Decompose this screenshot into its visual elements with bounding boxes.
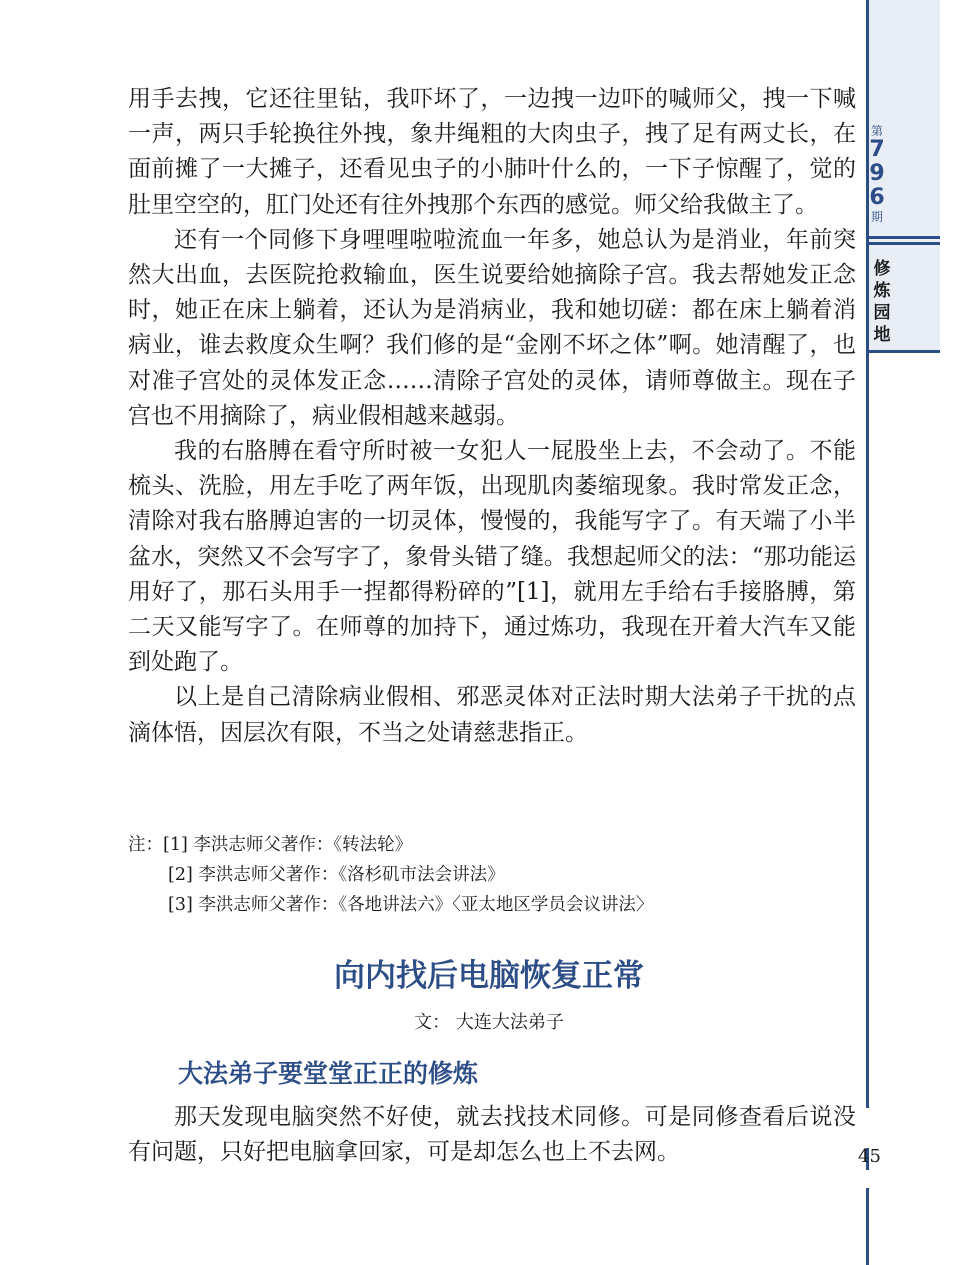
paragraph: 用手去拽，它还往里钻，我吓坏了，一边拽一边吓的喊师父，拽一下喊一声，两只手轮换往外拽，象井绳粗的大肉虫子，拽了足有两丈长，在面前摊了一大摊子，还看见虫子的小肺叶什么的，一下子惊醒了，觉的肚里空空的，肛门处还有往外拽那个东西的感觉。师父给我做主了。 <box>128 86 856 218</box>
side-margin <box>866 0 978 1265</box>
paragraph: 还有一个同修下身哩哩啦啦流血一年多，她总认为是消业，年前突然大出血，去医院抢救输血，医生说要给她摘除子宫。我去帮她发正念时，她正在床上躺着，还认为是消病业，我和她切磋：都在床上躺着消病业，谁去救度众生啊？我们修的是“金刚不坏之体”啊。她清醒了，也对准子宫处的灵体发正念……清除子宫处的灵体，请师尊做主。现在子宫也不用摘除了，病业假相越来越弱。 <box>128 226 856 429</box>
divider <box>866 242 940 245</box>
margin-rule-gap <box>866 1108 870 1148</box>
issue-digit: 9 <box>869 161 885 186</box>
margin-rule-gap <box>866 1170 870 1188</box>
article-body <box>128 82 856 751</box>
issue-prefix: 第 <box>870 124 883 138</box>
footnote: [3] 李洪志师父著作：《各地讲法六》〈亚太地区学员会议讲法〉 <box>168 895 654 915</box>
footnote-text: [1] 李洪志师父著作：《转法轮》 <box>163 835 413 855</box>
subheading: 大法弟子要堂堂正正的修炼 <box>178 1059 479 1088</box>
issue-suffix: 期 <box>870 210 883 224</box>
section-tag <box>872 258 892 346</box>
page-number: 45 <box>858 1146 881 1167</box>
issue-digit: 6 <box>869 185 885 210</box>
divider <box>866 236 940 239</box>
paragraph: 那天发现电脑突然不好使，就去找技术同修。可是同修查看后说没有问题，只好把电脑拿回家，可是却怎么也上不去网。 <box>128 1104 856 1166</box>
section-char: 地 <box>873 325 891 345</box>
footnote-label: 注： <box>128 835 163 855</box>
footnote: [2] 李洪志师父著作：《洛杉矶市法会讲法》 <box>168 865 505 885</box>
issue-number <box>866 124 888 224</box>
paragraph: 以上是自己清除病业假相、邪恶灵体对正法时期大法弟子干扰的点滴体悟，因层次有限，不当之处请慈悲指正。 <box>128 684 856 746</box>
byline: 文： 大连大法弟子 <box>414 1012 564 1033</box>
divider <box>866 350 940 353</box>
article-title: 向内找后电脑恢复正常 <box>334 958 644 994</box>
issue-digit: 7 <box>869 137 885 162</box>
section-char: 修 <box>873 259 891 279</box>
article-body-2 <box>128 1100 856 1170</box>
footnotes <box>128 830 856 920</box>
footnote <box>128 830 856 860</box>
section-char: 园 <box>873 303 891 323</box>
section-char: 炼 <box>873 281 891 301</box>
paragraph: 我的右胳膊在看守所时被一女犯人一屁股坐上去，不会动了。不能梳头、洗脸，用左手吃了两年饭，出现肌肉萎缩现象。我时常发正念，清除对我右胳膊迫害的一切灵体，慢慢的，我能写字了。有天端了小半盆水，突然又不会写字了，象骨头错了缝。我想起师父的法：“那功能运用好了，那石头用手一捏都得粉碎的”[1]，就用左手给右手接胳膊，第二天又能写字了。在师尊的加持下，通过炼功，我现在开着大汽车又能到处跑了。 <box>128 438 856 676</box>
